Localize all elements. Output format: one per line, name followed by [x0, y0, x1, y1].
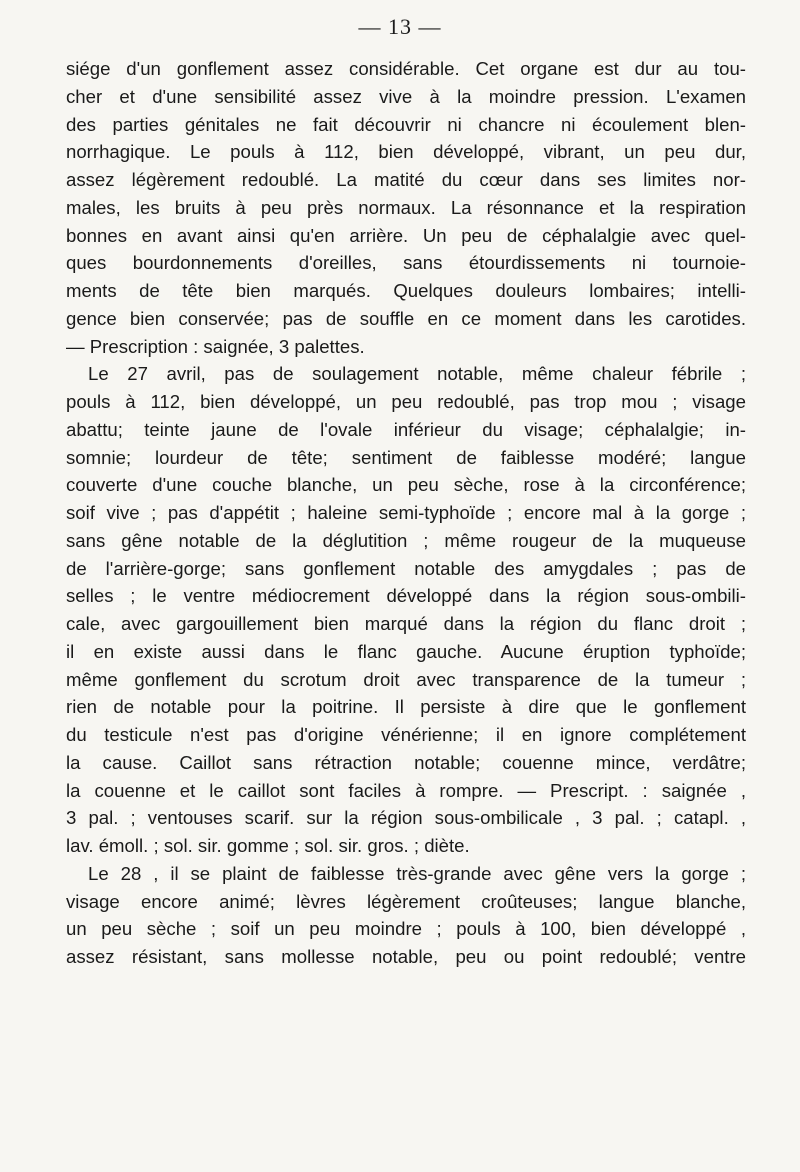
text-line: ques bourdonnements d'oreilles, sans étourdissements ni tournoie-	[66, 252, 746, 274]
text-line: soif vive ; pas d'appétit ; haleine semi-typhoïde ; encore mal à la gorge ;	[66, 502, 746, 523]
text-line: abattu; teinte jaune de l'ovale inférieur du visage; céphalalgie; in-	[66, 418, 746, 440]
text-line: cher et d'une sensibilité assez vive à la moindre pression. L'examen	[66, 85, 746, 107]
text-line: Le 27 avril, pas de soulagement notable, même chaleur fébrile ;	[88, 363, 746, 385]
text-line: de l'arrière-gorge; sans gonflement notable des amygdales ; pas de	[66, 557, 746, 579]
text-line: ments de tête bien marqués. Quelques douleurs lombaires; intelli-	[66, 280, 746, 301]
text-line: rien de notable pour la poitrine. Il persiste à dire que le gonflement	[66, 696, 746, 718]
text-line: selles ; le ventre médiocrement développé dans la région sous-ombili-	[66, 585, 746, 607]
text-line: des parties génitales ne fait découvrir ni chancre ni écoulement blen-	[66, 113, 746, 135]
text-line: Le 28 , il se plaint de faiblesse très-grande avec gêne vers la gorge ;	[88, 862, 746, 884]
text-line: norrhagique. Le pouls à 112, bien développé, vibrant, un peu dur,	[66, 141, 746, 163]
text-line: la cause. Caillot sans rétraction notable; couenne mince, verdâtre;	[66, 751, 746, 773]
text-line: assez légèrement redoublé. La matité du cœur dans ses limites nor-	[66, 169, 746, 190]
text-line: un peu sèche ; soif un peu moindre ; pouls à 100, bien développé ,	[66, 918, 746, 940]
text-line: cale, avec gargouillement bien marqué dans la région du flanc droit ;	[66, 613, 746, 634]
text-line: bonnes en avant ainsi qu'en arrière. Un peu de céphalalgie avec quel-	[66, 224, 746, 246]
text-line: siége d'un gonflement assez considérable. Cet organe est dur au tou-	[66, 58, 746, 79]
text-line: somnie; lourdeur de tête; sentiment de faiblesse modéré; langue	[66, 446, 746, 468]
text-line: couverte d'une couche blanche, un peu sèche, rose à la circonférence;	[66, 474, 746, 496]
text-line: du testicule n'est pas d'origine vénérienne; il en ignore complétement	[66, 724, 746, 745]
text-line: pouls à 112, bien développé, un peu redoublé, pas trop mou ; visage	[66, 391, 746, 412]
body-text	[66, 55, 746, 971]
text-line: lav. émoll. ; sol. sir. gomme ; sol. sir. gros. ; diète.	[66, 835, 470, 856]
text-line: il en existe aussi dans le flanc gauche. Aucune éruption typhoïde;	[66, 640, 746, 662]
text-line: même gonflement du scrotum droit avec transparence de la tumeur ;	[66, 668, 746, 690]
text-line: visage encore animé; lèvres légèrement croûteuses; langue blanche,	[66, 890, 746, 912]
page-number: — 13 —	[358, 14, 442, 39]
text-line: sans gêne notable de la déglutition ; même rougeur de la muqueuse	[66, 529, 746, 551]
text-line: gence bien conservée; pas de souffle en ce moment dans les carotides.	[66, 307, 746, 329]
text-line: 3 pal. ; ventouses scarif. sur la région sous-ombilicale , 3 pal. ; catapl. ,	[66, 807, 746, 829]
text-line: assez résistant, sans mollesse notable, peu ou point redoublé; ventre	[66, 946, 746, 967]
text-line: — Prescription : saignée, 3 palettes.	[66, 335, 365, 357]
text-line: males, les bruits à peu près normaux. La résonnance et la respiration	[66, 196, 746, 218]
text-line: la couenne et le caillot sont faciles à rompre. — Prescript. : saignée ,	[66, 779, 746, 801]
